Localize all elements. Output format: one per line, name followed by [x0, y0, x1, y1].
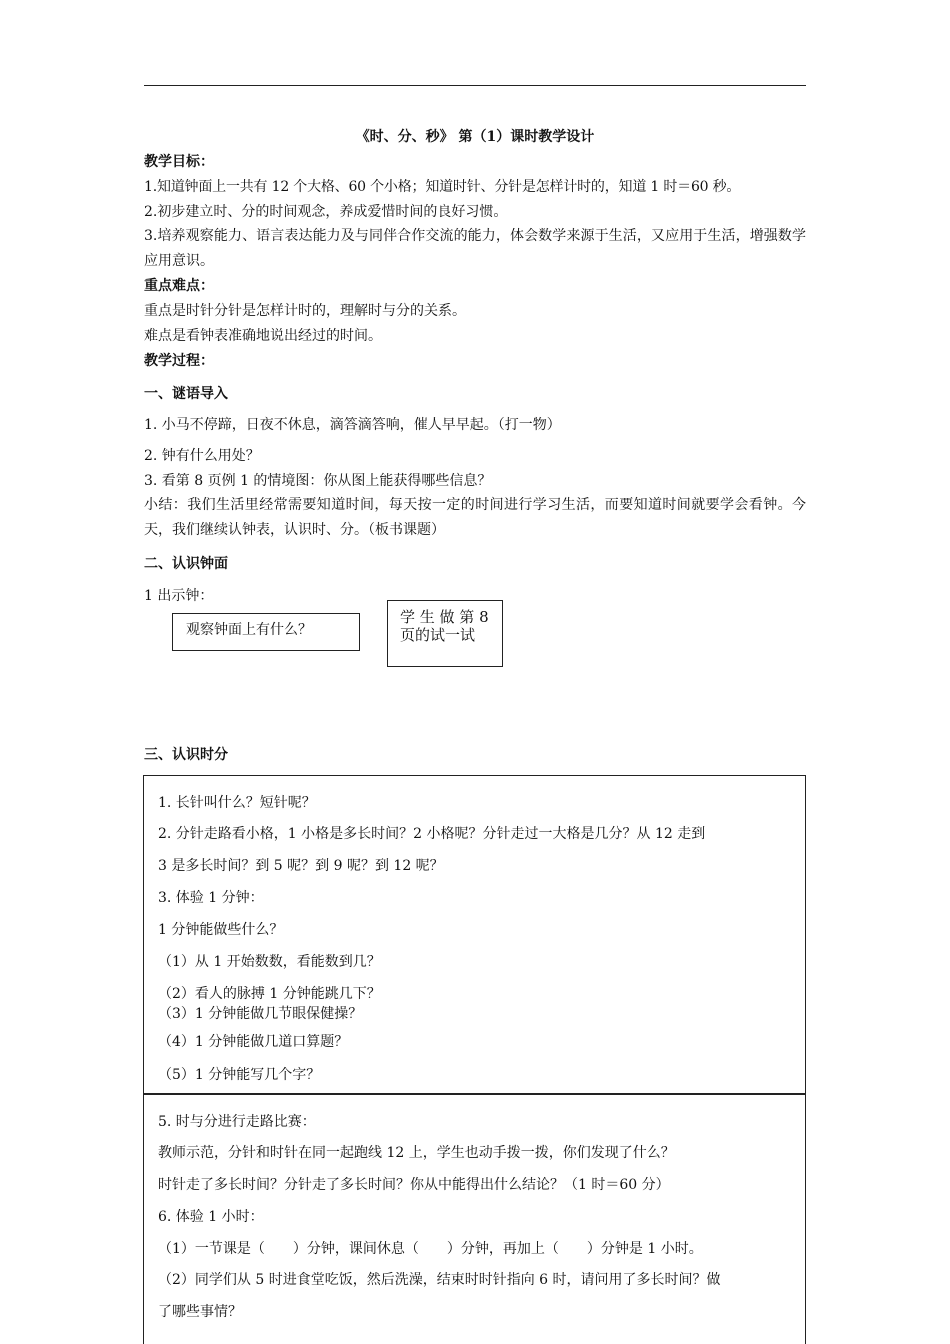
table1-row: （5）1 分钟能写几个字？ [158, 1067, 321, 1083]
section1-heading: 一、谜语导入 [144, 386, 228, 402]
key-point: 重点是时针分针是怎样计时的，理解时与分的关系。 [144, 303, 466, 319]
table2-row: （2）同学们从 5 时进食堂吃饭，然后洗澡，结束时时针指向 6 时，请问用了多长时间？做 [158, 1272, 721, 1288]
table1-row: 2. 分针走路看小格，1 小格是多长时间？2 小格呢？分针走过一大格是几分？从 12 走到 [158, 826, 706, 842]
section3-table-2 [143, 1093, 806, 1344]
section1-item-3: 3. 看第 8 页例 1 的情境图：你从图上能获得哪些信息？ [144, 473, 492, 489]
table2-row: 6. 体验 1 小时： [158, 1209, 264, 1225]
section2-heading: 二、认识钟面 [144, 556, 228, 572]
table1-row: 3. 体验 1 分钟： [158, 890, 264, 906]
table2-row: 5. 时与分进行走路比赛： [158, 1114, 316, 1130]
difficulty-point: 难点是看钟表准确地说出经过的时间。 [144, 328, 382, 344]
header-rule [144, 85, 806, 86]
section1-item-1: 1. 小马不停蹄，日夜不休息，滴答滴答响，催人早早起。（打一物） [144, 417, 561, 433]
table1-row: （2）看人的脉搏 1 分钟能跳几下？ [158, 986, 381, 1002]
section1-summary: 小结：我们生活里经常需要知道时间，每天按一定的时间进行学习生活，而要知道时间就要学会看钟。今天，我们继续认钟表，认识时、分。（板书课题） [144, 497, 806, 538]
section1-item-2: 2. 钟有什么用处？ [144, 448, 260, 464]
try-it-text-line1: 学 生 做 第 8 [400, 608, 489, 626]
document-title: 《时、分、秒》 第（1）课时教学设计 [355, 129, 595, 145]
objective-3: 3.培养观察能力、语言表达能力及与同伴合作交流的能力，体会数学来源于生活，又应用于生活，增强数学应用意识。 [144, 228, 806, 269]
objectives-heading: 教学目标： [144, 154, 214, 170]
section2-item-1: 1 出示钟： [144, 588, 214, 604]
table1-row: （4）1 分钟能做几道口算题？ [158, 1034, 349, 1050]
try-it-box [387, 600, 503, 667]
process-heading: 教学过程： [144, 353, 214, 369]
section3-table-1 [143, 775, 806, 1095]
key-points-heading: 重点难点： [144, 278, 214, 294]
table1-row: 1 分钟能做些什么？ [158, 922, 284, 938]
table2-row: 了哪些事情？ [158, 1304, 242, 1320]
table2-row: （1）一节课是（ ）分钟，课间休息（ ）分钟，再加上（ ）分钟是 1 小时。 [158, 1241, 703, 1257]
observe-clock-text: 观察钟面上有什么？ [186, 622, 312, 638]
objective-1: 1.知道钟面上一共有 12 个大格、60 个小格；知道时针、分针是怎样计时的，知道 1 时＝60 秒。 [144, 179, 741, 195]
table1-row: （1）从 1 开始数数，看能数到几？ [158, 954, 381, 970]
table2-row: 时针走了多长时间？分针走了多长时间？你从中能得出什么结论？（1 时＝60 分） [158, 1177, 670, 1193]
table2-row: 教师示范，分针和时针在同一起跑线 12 上，学生也动手拨一拨，你们发现了什么？ [158, 1145, 675, 1161]
try-it-text-line2: 页的试一试 [400, 626, 476, 644]
observe-clock-box [172, 613, 360, 651]
section3-heading: 三、认识时分 [144, 747, 228, 763]
objective-2: 2.初步建立时、分的时间观念，养成爱惜时间的良好习惯。 [144, 204, 508, 220]
table1-row: （3）1 分钟能做几节眼保健操？ [158, 1006, 363, 1022]
table1-row: 1. 长针叫什么？短针呢？ [158, 795, 316, 811]
table1-row: 3 是多长时间？到 5 呢？到 9 呢？到 12 呢？ [158, 858, 444, 874]
